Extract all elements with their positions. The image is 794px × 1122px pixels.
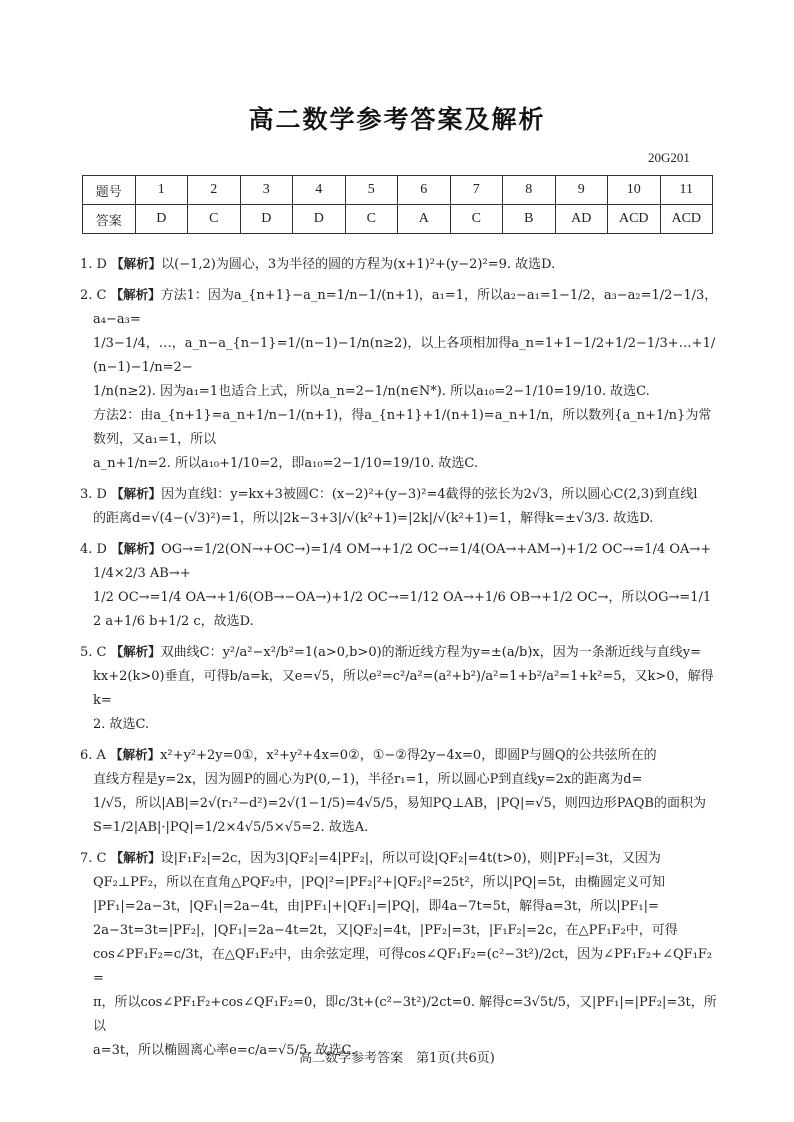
question-label: 3. D [80,487,107,502]
answer-cell: D [135,205,188,234]
solution-line: 因为直线l：y=kx+3被圆C：(x−2)²+(y−3)²=4截得的弦长为2√3，所以圆心C(2,3)到直线l [161,487,698,502]
solution-line: 2. 故选C. [93,717,150,732]
answer-cell: D [240,205,293,234]
question-number: 8 [503,176,556,205]
solution-line: a=3t，所以椭圆离心率e=c/a=√5/5. 故选C. [93,1043,356,1058]
solution-line: 2a−3t=3t=|PF₂|，|QF₁|=2a−4t=2t，又|QF₂|=4t，|PF₂|=3t，|F₁F₂|=2c，在△PF₁F₂中，可得 [93,923,678,938]
analysis-tag: 【解析】 [110,287,161,302]
solution-line: |PF₁|=2a−3t，|QF₁|=2a−4t，由|PF₁|+|QF₁|=|PQ|，即4a−7t=5t，解得a=3t，所以|PF₁|= [93,899,659,914]
question-number: 9 [555,176,608,205]
question-label: 1. D [80,257,107,272]
solution-line: 1/√5，所以|AB|=2√(r₁²−d²)=2√(1−1/5)=4√5/5，易知PQ⊥AB，|PQ|=√5，则四边形PAQB的面积为 [93,796,706,811]
answer-row [83,205,713,234]
page-title: 高二数学参考答案及解析 [248,105,546,134]
analysis-tag: 【解析】 [111,541,162,556]
solution-line: 以(−1,2)为圆心，3为半径的圆的方程为(x+1)²+(y−2)²=9. 故选D. [161,257,556,272]
solution-line: cos∠PF₁F₂=c/3t，在△QF₁F₂中，由余弦定理，可得cos∠QF₁F₂=(c²−3t²)/2ct，因为∠PF₁F₂+∠QF₁F₂= [93,947,713,986]
answer-cell: D [293,205,346,234]
answer-cell: A [398,205,451,234]
answer-cell: ACD [608,205,661,234]
solution-2 [80,283,718,476]
question-number: 10 [608,176,661,205]
solution-line: QF₂⊥PF₂，所以在直角△PQF₂中，|PQ|²=|PF₂|²+|QF₂|²=25t²，所以|PQ|=5t，由椭圆定义可知 [93,875,666,890]
question-number: 3 [240,176,293,205]
analysis-tag: 【解析】 [110,747,161,762]
answer-cell: C [188,205,241,234]
solution-4 [80,537,718,634]
solution-line: 方法1：因为a_{n+1}−a_n=1/n−1/(n+1)，a₁=1，所以a₂−a₁=1−1/2，a₃−a₂=1/2−1/3，a₄−a₃= [93,288,718,327]
solution-line: OG→=1/2(ON→+OC→)=1/4 OM→+1/2 OC→=1/4(OA→+AM→)+1/2 OC→=1/4 OA→+1/4×2/3 AB→+ [93,542,712,581]
solution-line: a_n+1/n=2. 所以a₁₀+1/10=2，即a₁₀=2−1/10=19/10. 故选C. [93,456,479,471]
row-header-answer: 答案 [83,205,136,234]
question-number: 7 [450,176,503,205]
solution-line: 直线方程是y=2x，因为圆P的圆心为P(0,−1)，半径r₁=1，所以圆心P到直线y=2x的距离为d= [93,772,643,787]
solution-line: x²+y²+2y=0①，x²+y²+4x=0②，①−②得2y−4x=0，即圆P与圆Q的公共弦所在的 [160,748,657,763]
solution-line: 设|F₁F₂|=2c，因为3|QF₂|=4|PF₂|，所以可设|QF₂|=4t(t>0)，则|PF₂|=3t，又因为 [160,851,661,866]
row-header-number: 题号 [83,176,136,205]
document-code: 20G201 [648,150,690,165]
analysis-tag: 【解析】 [111,486,162,501]
answer-cell: B [503,205,556,234]
solution-3 [80,482,718,531]
answer-cell: ACD [660,205,713,234]
answer-cell: C [345,205,398,234]
solution-6 [80,743,718,840]
solution-line: 1/3−1/4，…，a_n−a_{n−1}=1/(n−1)−1/n(n≥2)，以上各项相加得a_n=1+1−1/2+1/2−1/3+…+1/(n−1)−1/n=2− [93,336,716,375]
question-number: 11 [660,176,713,205]
solution-5 [80,640,718,737]
question-number-row [83,176,713,205]
solution-line: S=1/2|AB|·|PQ|=1/2×4√5/5×√5=2. 故选A. [93,820,369,835]
question-label: 4. D [80,542,107,557]
question-number: 5 [345,176,398,205]
solution-1 [80,252,718,277]
solutions-section [80,252,718,1069]
solution-7 [80,846,718,1063]
analysis-tag: 【解析】 [110,644,161,659]
solution-line: 双曲线C：y²/a²−x²/b²=1(a>0,b>0)的渐近线方程为y=±(a/b)x，因为一条渐近线与直线y= [160,645,701,660]
question-label: 6. A [80,748,106,763]
solution-line: 1/n(n≥2). 因为a₁=1也适合上式，所以a_n=2−1/n(n∈N*). 所以a₁₀=2−1/10=19/10. 故选C. [93,384,650,399]
question-number: 4 [293,176,346,205]
question-number: 6 [398,176,451,205]
analysis-tag: 【解析】 [110,850,161,865]
question-number: 2 [188,176,241,205]
solution-line: kx+2(k>0)垂直，可得b/a=k，又e=√5，所以e²=c²/a²=(a²+b²)/a²=1+b²/a²=1+k²=5，又k>0，解得k= [93,669,714,708]
analysis-tag: 【解析】 [111,256,162,271]
solution-line: 的距离d=√(4−(√3)²)=1，所以|2k−3+3|/√(k²+1)=|2k|/√(k²+1)=1，解得k=±√3/3. 故选D. [93,511,654,526]
question-label: 7. C [80,851,107,866]
question-label: 2. C [80,288,107,303]
question-number: 1 [135,176,188,205]
solution-line: 方法2：由a_{n+1}=a_n+1/n−1/(n+1)，得a_{n+1}+1/(n+1)=a_n+1/n，所以数列{a_n+1/n}为常数列，又a₁=1，所以 [93,408,712,447]
answer-cell: AD [555,205,608,234]
question-label: 5. C [80,645,107,660]
page-footer: 高二数学参考答案 第1页(共6页) [299,1051,495,1066]
answer-table [82,175,713,234]
solution-line: π，所以cos∠PF₁F₂+cos∠QF₁F₂=0，即c/3t+(c²−3t²)/2ct=0. 解得c=3√5t/5，又|PF₁|=|PF₂|=3t，所以 [93,995,717,1034]
answer-cell: C [450,205,503,234]
solution-line: 1/2 OC→=1/4 OA→+1/6(OB→−OA→)+1/2 OC→=1/12 OA→+1/6 OB→+1/2 OC→，所以OG→=1/12 a+1/6 b+1/2 c，故选D. [93,590,712,629]
